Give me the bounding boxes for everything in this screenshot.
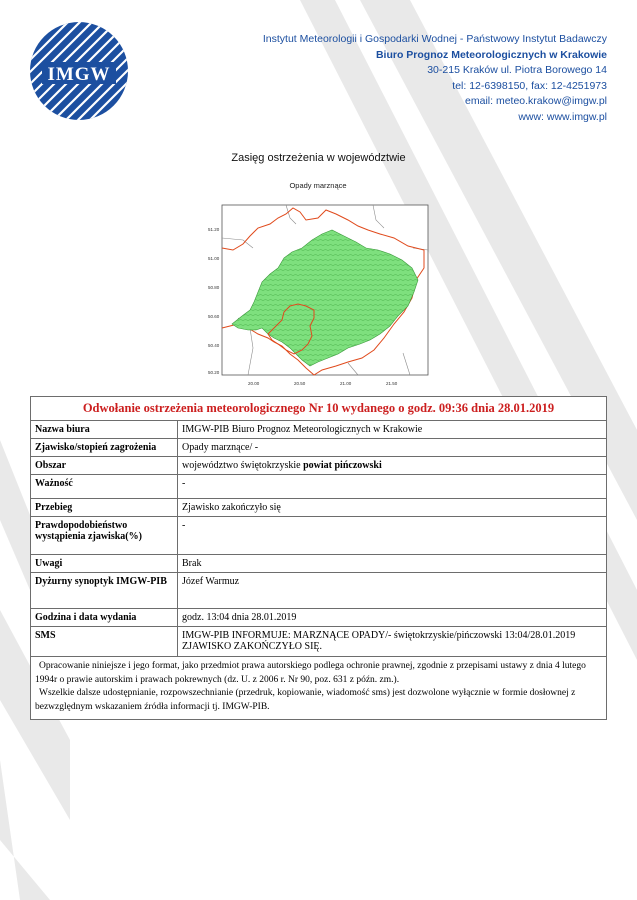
table-footer-row	[31, 657, 607, 720]
row-label: Ważność	[31, 475, 178, 499]
lat-tick: 50.40	[208, 343, 220, 348]
table-row	[31, 555, 607, 573]
table-row	[31, 573, 607, 609]
row-value: Zjawisko zakończyło się	[178, 499, 607, 517]
area-powiat: powiat pińczowski	[303, 460, 382, 471]
map-subtitle: Opady marznące	[289, 181, 347, 190]
row-value: IMGW-PIB INFORMUJE: MARZNĄCE OPADY/- świętokrzyskie/pińczowski 13:04/28.01.2019 ZJAWISKO ZAKOŃCZYŁO SIĘ.	[178, 627, 607, 657]
table-row	[31, 475, 607, 499]
map-title: Zasięg ostrzeżenia w województwie	[231, 152, 406, 164]
copyright-para-2: Wszelkie dalsze udostępnianie, rozpowszechnianie (przedruk, kopiowanie, wiadomość sms) jest dozwolone wyłącznie w formie dosłownej z bezwzględnym wskazaniem źródła informacji tj. IMGW-PIB.	[35, 688, 576, 712]
row-value	[178, 457, 607, 475]
lon-tick: 21.50	[386, 381, 398, 386]
lon-tick: 20.00	[248, 381, 260, 386]
table-row	[31, 439, 607, 457]
lat-tick: 51.20	[208, 227, 220, 232]
row-value: -	[178, 517, 607, 555]
phone-fax: tel: 12-6398150, fax: 12-4251973	[452, 79, 607, 92]
copyright-note	[31, 657, 607, 720]
lat-tick: 50.80	[208, 285, 220, 290]
row-value: Opady marznące/ -	[178, 439, 607, 457]
copyright-para-1: Opracowanie niniejsze i jego format, jako przedmiot prawa autorskiego podlega ochronie prawnej, zgodnie z przepisami ustawy z dnia 4 lutego 1994r o prawie autorskim i prawach pokrewnych (dz. U. z 2006 r. Nr 90, poz. 631 z późn. zm.).	[35, 661, 586, 685]
row-value: IMGW-PIB Biuro Prognoz Meteorologicznych w Krakowie	[178, 421, 607, 439]
table-row	[31, 421, 607, 439]
imgw-logo	[28, 20, 130, 122]
warning-table	[30, 396, 607, 720]
row-label: Godzina i data wydania	[31, 609, 178, 627]
bureau-name: Biuro Prognoz Meteorologicznych w Krakowie	[375, 48, 607, 61]
address: 30-215 Kraków ul. Piotra Borowego 14	[427, 64, 607, 76]
row-value: -	[178, 475, 607, 499]
lon-tick: 20.50	[294, 381, 306, 386]
table-row	[31, 609, 607, 627]
table-row	[31, 457, 607, 475]
table-row	[31, 627, 607, 657]
table-row	[31, 517, 607, 555]
logo-text: IMGW	[47, 64, 111, 85]
warning-map	[198, 178, 438, 393]
row-label: Uwagi	[31, 555, 178, 573]
website[interactable]: www: www.imgw.pl	[518, 110, 607, 123]
table-row	[31, 499, 607, 517]
row-label: Zjawisko/stopień zagrożenia	[31, 439, 178, 457]
lat-tick: 51.00	[208, 256, 220, 261]
area-voivodeship: województwo świętokrzyskie	[182, 460, 301, 471]
lat-tick: 50.20	[208, 370, 220, 375]
row-value: Brak	[178, 555, 607, 573]
institute-name: Instytut Meteorologii i Gospodarki Wodnej - Państwowy Instytut Badawczy	[262, 33, 607, 45]
row-label: Nazwa biura	[31, 421, 178, 439]
row-label: Dyżurny synoptyk IMGW-PIB	[31, 573, 178, 609]
row-label: Przebieg	[31, 499, 178, 517]
row-label: Obszar	[31, 457, 178, 475]
table-title-row	[31, 397, 607, 421]
row-value: Józef Warmuz	[178, 573, 607, 609]
row-label: Prawdopodobieństwo wystąpienia zjawiska(%)	[31, 517, 178, 555]
institute-header	[187, 32, 607, 125]
row-value: godz. 13:04 dnia 28.01.2019	[178, 609, 607, 627]
lat-tick: 50.60	[208, 314, 220, 319]
row-label: SMS	[31, 627, 178, 657]
lon-tick: 21.00	[340, 381, 352, 386]
warning-title: Odwołanie ostrzeżenia meteorologicznego Nr 10 wydanego o godz. 09:36 dnia 28.01.2019	[31, 397, 607, 421]
email[interactable]: email: meteo.krakow@imgw.pl	[465, 95, 607, 107]
